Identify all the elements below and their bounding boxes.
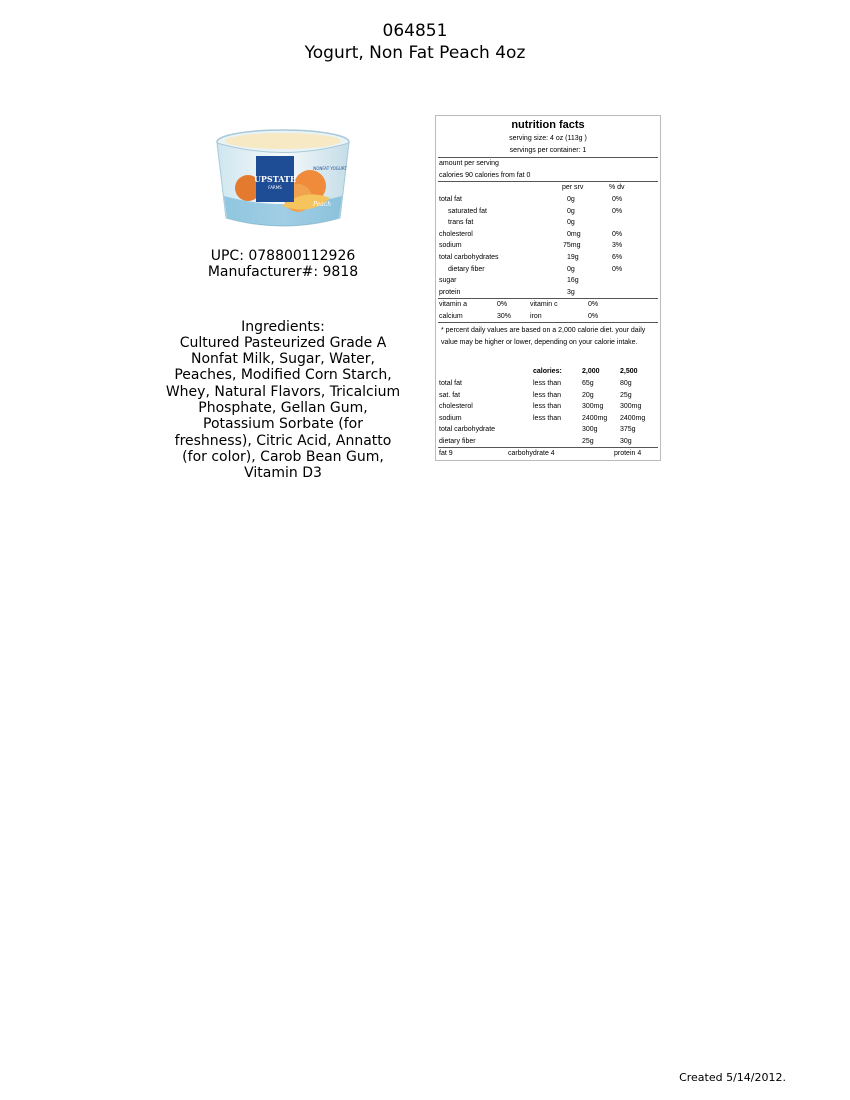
dv-2000-header: 2,000 (582, 368, 600, 375)
created-date: Created 5/14/2012. (679, 1071, 786, 1084)
dv-2000-value: 25g (582, 438, 594, 445)
nutrient-label: dietary fiber (448, 265, 485, 273)
calories-per-gram-carb: carbohydrate 4 (508, 450, 555, 457)
nutrient-value: 0mg (567, 230, 581, 238)
dv-2000-value: 20g (582, 391, 594, 399)
brand-logo-text: UPSTATE (253, 174, 297, 184)
vitamin-label: iron (530, 312, 542, 320)
dv-2500-value: 375g (620, 426, 636, 434)
dv-condition: less than (533, 380, 562, 387)
calories-per-gram-protein: protein 4 (614, 450, 642, 457)
dv-2500-value: 80g (620, 380, 632, 387)
divider (438, 181, 658, 182)
vitamin-label: vitamin a (439, 301, 468, 308)
calories-line: calories 90 calories from fat 0 (439, 172, 531, 179)
nutrient-dv: 0% (612, 230, 623, 238)
nutrient-label: cholesterol (439, 230, 473, 238)
nutrient-label: sodium (439, 242, 462, 250)
dv-2000-value: 2400mg (582, 414, 608, 422)
ingredients-label: Ingredients: (241, 318, 325, 335)
nutrient-dv: 6% (612, 254, 623, 261)
vitamin-value: 30% (497, 312, 512, 320)
dv-2000-value: 300mg (582, 403, 604, 411)
vitamin-label: vitamin c (530, 301, 558, 308)
dv-2000-value: 65g (582, 380, 594, 387)
nutrition-title: nutrition facts (511, 119, 585, 131)
per-srv-header: per srv (562, 184, 584, 191)
product-info (163, 248, 403, 482)
nutrient-dv: 3% (612, 242, 623, 250)
dv-header: % dv (609, 184, 625, 191)
nutrient-value: 0g (567, 207, 575, 215)
dv-label: sat. fat (439, 391, 461, 399)
ingredients-text: Cultured Pasteurized Grade A Nonfat Milk, Sugar, Water, Peaches, Modified Corn Starch, Whey, Natural Flavors, Tricalcium Phosphate, Gellan Gum, Potassium Sorbate (for freshness), Citric Acid, Annatto (for color), Carob Bean Gum, Vitamin D3 (165, 334, 401, 482)
dv-label: sodium (439, 414, 462, 422)
nutrient-value: 0g (567, 219, 575, 227)
nutrient-label: protein (439, 288, 461, 296)
manufacturer-number: Manufacturer#: 9818 (207, 264, 359, 281)
product-title: Yogurt, Non Fat Peach 4oz (304, 43, 526, 63)
dv-label: total fat (439, 380, 462, 387)
dv-2500-value: 2400mg (620, 414, 646, 422)
nutrient-value: 0g (567, 265, 575, 273)
upc: UPC: 078800112926 (210, 248, 356, 264)
nutrient-value: 0g (567, 196, 575, 203)
dv-label: cholesterol (439, 403, 473, 411)
dv-2500-header: 2,500 (620, 368, 638, 375)
dv-2500-value: 30g (620, 438, 632, 445)
nutrient-dv: 0% (612, 196, 623, 203)
nutrient-dv: 0% (612, 265, 623, 273)
nutrient-value: 3g (567, 288, 575, 296)
vitamin-value: 0% (588, 312, 599, 320)
servings-per-container: servings per container: 1 (509, 147, 587, 154)
vitamin-value: 0% (497, 301, 508, 308)
nutrition-facts-panel (435, 115, 661, 461)
cup-flavor-text: Peach (312, 201, 332, 208)
nutrient-value: 16g (567, 277, 579, 285)
amount-per-serving: amount per serving (439, 160, 499, 167)
vitamin-label: calcium (439, 312, 463, 320)
dv-label: total carbohydrate (439, 426, 496, 434)
divider (438, 322, 658, 323)
page-header (0, 20, 830, 64)
product-image (212, 126, 354, 230)
vitamin-value: 0% (588, 301, 599, 308)
nutrient-label: total carbohydrates (439, 254, 499, 261)
daily-value-footnote: * percent daily values are based on a 2,000 calorie diet. your daily value may be higher or lower, depending on your calorie intake. (441, 327, 646, 346)
dv-2500-value: 25g (620, 391, 632, 399)
calories-per-gram-fat: fat 9 (439, 450, 453, 457)
nutrient-label: saturated fat (448, 207, 487, 215)
nutrient-label: trans fat (448, 219, 474, 227)
cup-side-text: NONFAT YOGURT (313, 166, 347, 171)
dv-2000-value: 300g (582, 426, 598, 434)
nutrient-label: total fat (439, 196, 462, 203)
nutrient-value: 75mg (563, 242, 581, 250)
dv-2500-value: 300mg (620, 403, 642, 411)
dv-condition: less than (533, 414, 562, 422)
dv-condition: less than (533, 403, 562, 411)
brand-logo-subtext: FARMS (268, 185, 282, 190)
nutrient-dv: 0% (612, 207, 623, 215)
nutrient-label: sugar (439, 277, 457, 285)
nutrient-value: 19g (567, 254, 579, 261)
dv-condition: less than (533, 391, 562, 399)
dv-label: dietary fiber (439, 438, 476, 445)
serving-size: serving size: 4 oz (113g ) (509, 135, 587, 142)
product-code: 064851 (382, 21, 448, 41)
dv-calories-label: calories: (533, 368, 562, 375)
